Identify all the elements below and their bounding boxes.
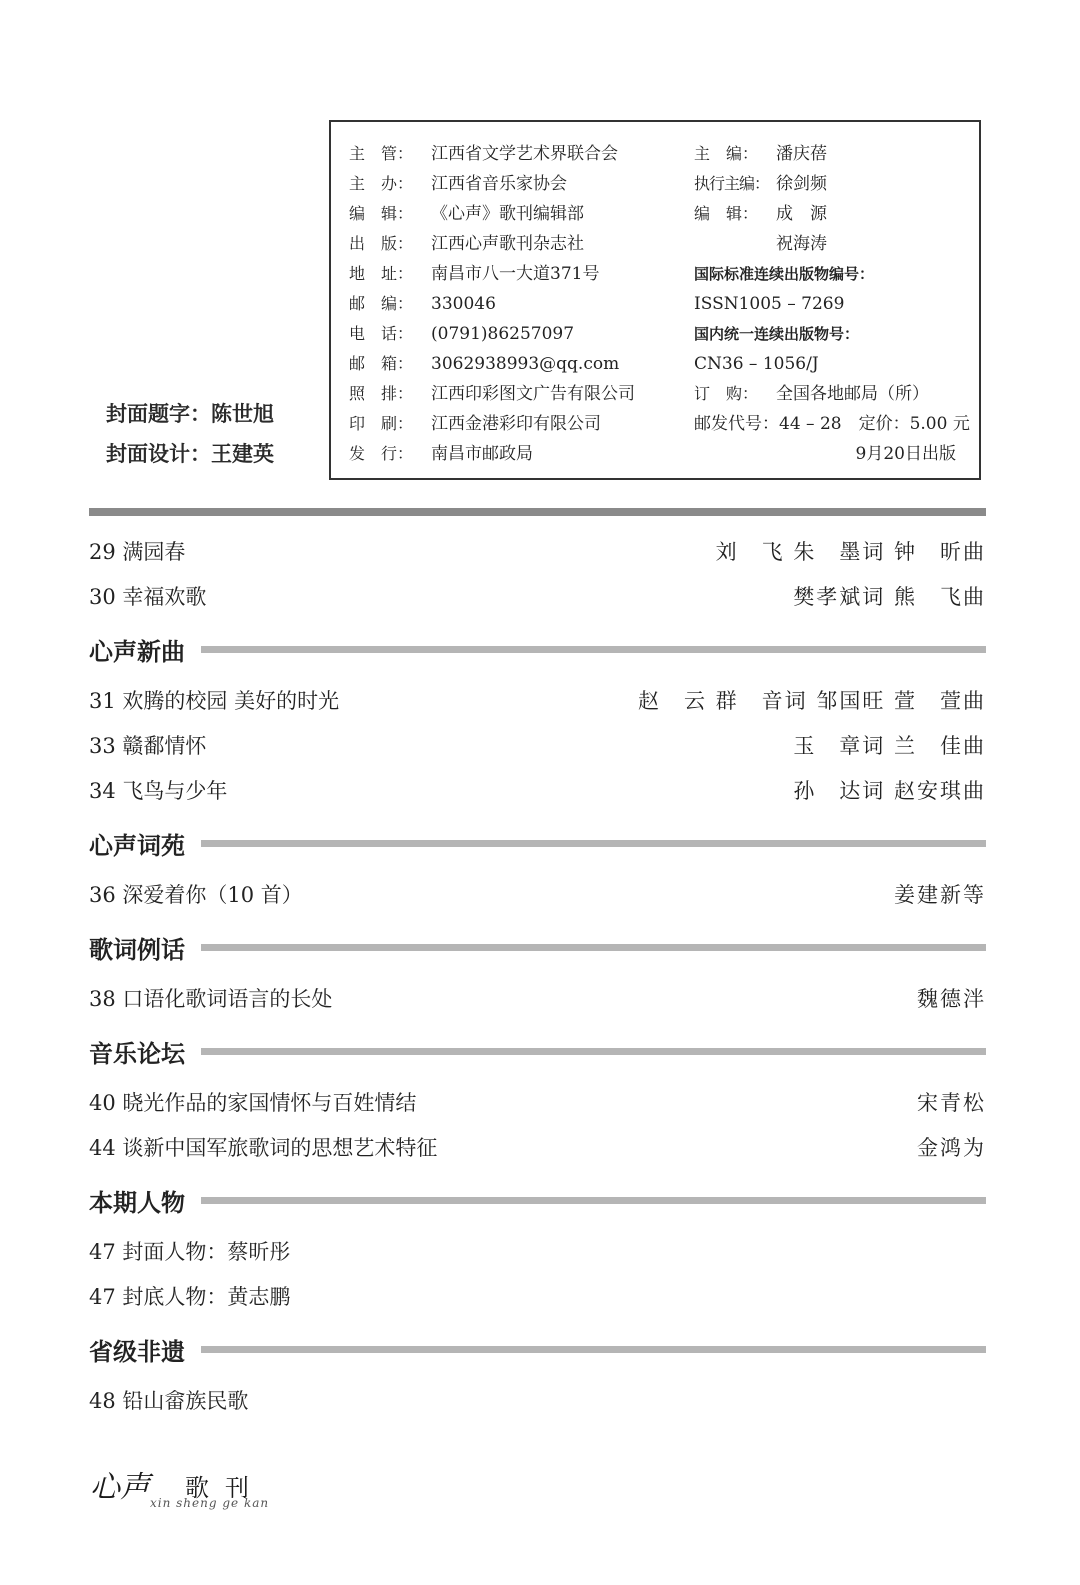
chief-editor-row: 主 编： 潘庆蓓 — [694, 144, 827, 164]
magazine-logo — [90, 1462, 320, 1522]
toc-entry: 47 封底人物：黄志鹏 — [89, 1285, 291, 1309]
toc-entry: 36 深爱着你（10 首） 姜建新等 — [89, 883, 986, 907]
section-header: 省级非遗 — [89, 1320, 986, 1379]
section-header: 心声新曲 — [89, 620, 986, 679]
section-header: 心声词苑 — [89, 814, 986, 873]
cn-value: CN36 – 1056/J — [694, 354, 819, 374]
masthead-box — [329, 120, 981, 480]
toc-entry: 44 谈新中国军旅歌词的思想艺术特征 金鸿为 — [89, 1136, 986, 1160]
masthead-row: 照 排： 江西印彩图文广告有限公司 — [349, 384, 635, 404]
masthead-right-column — [694, 142, 970, 472]
masthead-row: 电 话： (0791)86257097 — [349, 324, 575, 344]
editors-row-2: 祝海涛 — [776, 234, 827, 254]
toc-entry: 29 满园春 刘 飞 朱 墨词 钟 昕曲 — [89, 540, 986, 564]
section-header: 音乐论坛 — [89, 1022, 986, 1081]
masthead-row: 出 版： 江西心声歌刊杂志社 — [349, 234, 584, 254]
masthead-row: 邮 编： 330046 — [349, 294, 496, 314]
section-bar — [201, 646, 986, 653]
masthead-row: 邮 箱： 3062938993@qq.com — [349, 354, 620, 374]
cn-heading: 国内统一连续出版物号： — [694, 325, 860, 343]
issn-value: ISSN1005 – 7269 — [694, 294, 845, 314]
logo-title: 歌刊 — [185, 1474, 265, 1502]
masthead-row: 主 办： 江西省音乐家协会 — [349, 174, 567, 194]
toc-entry: 47 封面人物：蔡昕彤 — [89, 1240, 291, 1264]
section-bar — [201, 1048, 986, 1055]
toc-entry: 48 铅山畲族民歌 — [89, 1389, 249, 1413]
masthead-row: 主 管： 江西省文学艺术界联合会 — [349, 144, 618, 164]
section-bar — [201, 1197, 986, 1204]
cover-calligraphy-credit: 封面题字：陈世旭 — [106, 402, 274, 426]
toc-entry: 33 赣鄱情怀 玉 章词 兰 佳曲 — [89, 734, 986, 758]
cover-design-credit: 封面设计：王建英 — [106, 442, 274, 466]
toc-entry: 30 幸福欢歌 樊孝斌词 熊 飞曲 — [89, 585, 986, 609]
publish-date: 9月20日出版 — [855, 444, 956, 464]
logo-calligraphy-mark: 心声 — [90, 1470, 150, 1505]
cover-credits — [106, 398, 274, 478]
masthead-left-column — [349, 142, 635, 472]
masthead-row: 印 刷： 江西金港彩印有限公司 — [349, 414, 601, 434]
issn-heading: 国际标准连续出版物编号： — [694, 265, 875, 283]
toc-entry: 38 口语化歌词语言的长处 魏德泮 — [89, 987, 986, 1011]
toc-entry: 34 飞鸟与少年 孙 达词 赵安琪曲 — [89, 779, 986, 803]
section-bar — [201, 840, 986, 847]
section-bar — [201, 1346, 986, 1353]
section-header: 歌词例话 — [89, 918, 986, 977]
section-header: 本期人物 — [89, 1171, 986, 1230]
exec-editor-row: 执行主编： 徐剑频 — [694, 174, 827, 194]
order-row: 订 购： 全国各地邮局（所） — [694, 384, 929, 404]
editors-row: 编 辑： 成 源 — [694, 204, 827, 224]
masthead-row: 编 辑： 《心声》歌刊编辑部 — [349, 204, 584, 224]
table-of-contents — [89, 530, 986, 1424]
section-bar — [201, 944, 986, 951]
toc-entry: 40 晓光作品的家国情怀与百姓情结 宋青松 — [89, 1091, 986, 1115]
toc-entry: 31 欢腾的校园 美好的时光 赵 云 群 音词 邹国旺 萱 萱曲 — [89, 689, 986, 713]
masthead-row: 发 行： 南昌市邮政局 — [349, 444, 533, 464]
masthead-row: 地 址： 南昌市八一大道371号 — [349, 264, 600, 284]
postal-price-row: 邮发代号：44 – 28 定价：5.00 元 — [694, 414, 970, 434]
divider-rule — [89, 508, 986, 516]
logo-subtitle: xin sheng ge kan — [150, 1496, 270, 1510]
